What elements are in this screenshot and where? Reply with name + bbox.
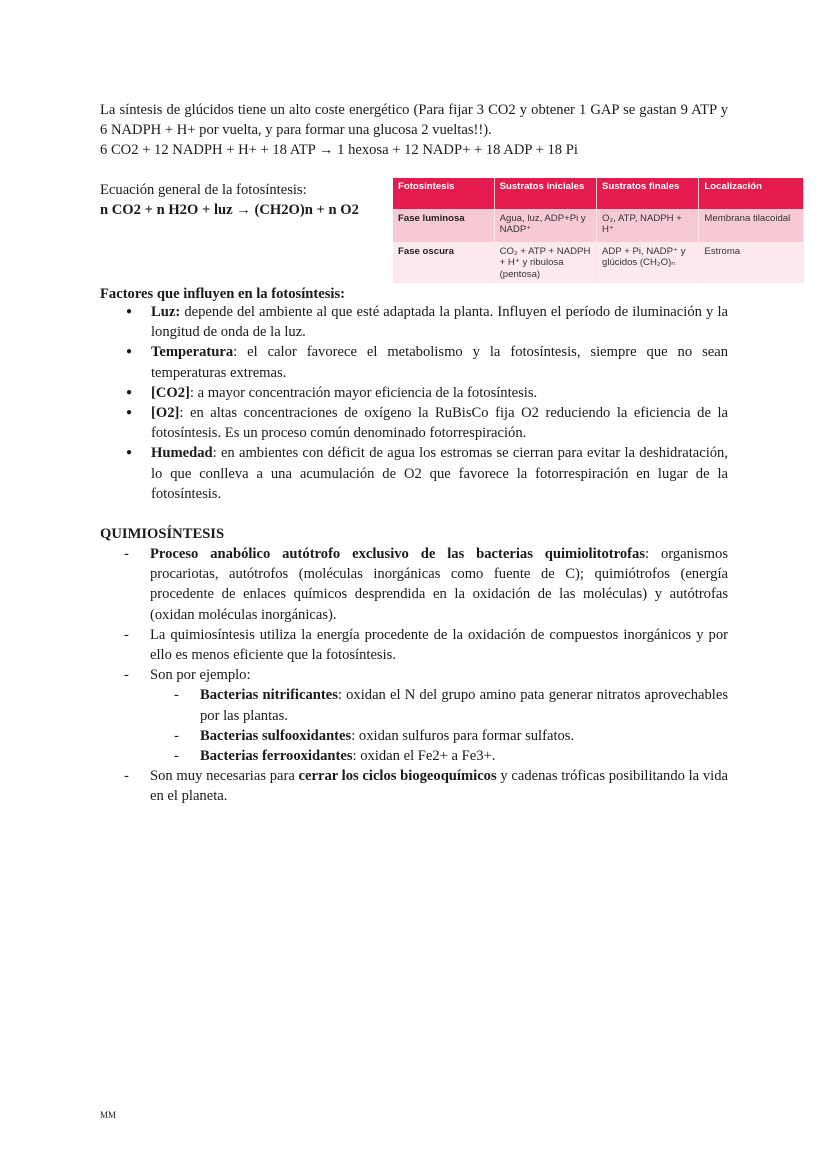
table-cell: Agua, luz, ADP+Pi y NADP⁺ — [494, 209, 596, 242]
table-header: Fotosíntesis — [393, 178, 494, 209]
example-text: : oxidan el Fe2+ a Fe3+. — [352, 748, 496, 765]
table-cell: CO₂ + ATP + NADPH + H⁺ y ribulosa (pentosa) — [494, 242, 596, 284]
example-term: Bacterias sulfooxidantes — [200, 727, 352, 744]
table-cell: ADP + Pi, NADP⁺ y glúcidos (CH₂O)ₙ — [597, 242, 699, 284]
equation-label: Ecuación general de la fotosíntesis: — [100, 182, 307, 198]
list-item — [120, 544, 728, 625]
intro-text: La síntesis de glúcidos tiene un alto coste energético (Para fijar 3 CO2 y obtener 1 GAP se gastan 9 ATP y 6 NADPH + H+ por vuelta, y para formar una glucosa 2 vueltas!!). — [100, 102, 728, 139]
dash-marker: - — [124, 626, 129, 643]
example-term: Bacterias ferrooxidantes — [200, 748, 353, 765]
general-equation — [100, 180, 380, 220]
table-header-row — [393, 178, 804, 209]
dash-marker: - — [124, 667, 129, 684]
table-header: Sustratos finales — [597, 178, 699, 209]
photosynthesis-table — [393, 178, 804, 283]
factor-term: [O2] — [151, 405, 180, 422]
dash-marker: - — [124, 546, 129, 562]
dash-marker: - — [174, 748, 179, 765]
table-header: Localización — [699, 178, 804, 209]
table-row — [393, 242, 804, 284]
factor-term: Luz: — [151, 304, 181, 320]
list-item — [126, 342, 728, 382]
factor-term: Temperatura — [151, 344, 234, 361]
list-item — [126, 403, 728, 443]
quimio-text: Son muy necesarias para — [150, 768, 299, 785]
factor-text: : en ambientes con déficit de agua los estromas se cierran para evitar la deshidratación, lo que conlleva a una acumulación de O2 que favorece la fotorrespiración en lugar de la fotosíntesis. — [151, 445, 728, 502]
list-item — [120, 766, 728, 806]
list-item — [126, 443, 728, 504]
table-cell: Fase luminosa — [393, 209, 494, 242]
quimio-term: cerrar los ciclos biogeoquímicos — [298, 768, 497, 785]
factor-text: : en altas concentraciones de oxígeno la RuBisCo fija O2 reduciendo la eficiencia de la fotosíntesis. Es un proceso común denominado fotorrespiración. — [151, 405, 728, 442]
intro-equation: 6 CO2 + 12 NADPH + H+ + 18 ATP → 1 hexosa + 12 NADP+ + 18 ADP + 18 Pi — [100, 142, 578, 159]
factor-text: : el calor favorece el metabolismo y la fotosíntesis, siempre que no sean temperaturas extremas. — [151, 344, 728, 381]
table-cell: Estroma — [699, 242, 804, 284]
example-text: : oxidan el N del grupo amino pata generar nitratos aprovechables por las plantas. — [200, 687, 728, 724]
dash-marker: - — [124, 768, 129, 785]
bullet-icon: ● — [126, 386, 133, 398]
table-cell: Fase oscura — [393, 242, 494, 284]
list-item — [150, 726, 728, 746]
equation-formula: n CO2 + n H2O + luz → (CH2O)n + n O2 — [100, 202, 359, 219]
table-cell: O₂, ATP, NADPH + H⁺ — [597, 209, 699, 242]
intro-paragraph — [100, 100, 728, 161]
list-item — [126, 302, 728, 342]
list-item — [126, 383, 728, 403]
list-item — [150, 746, 728, 766]
factor-text: : a mayor concentración mayor eficiencia de la fotosíntesis. — [189, 384, 538, 401]
bullet-icon: ● — [126, 407, 133, 419]
dash-marker: - — [174, 727, 179, 744]
list-item — [120, 625, 728, 665]
table-cell: Membrana tilacoidal — [699, 209, 804, 242]
examples-list — [150, 685, 728, 766]
list-item — [120, 665, 728, 766]
table-header: Sustratos iniciales — [494, 178, 596, 209]
quimio-term: Proceso anabólico autótrofo exclusivo de las bacterias quimiolitotrofas — [150, 546, 646, 562]
dash-marker: - — [174, 687, 179, 704]
quimiosintesis-heading: QUIMIOSÍNTESIS — [100, 526, 225, 542]
table-row — [393, 209, 804, 242]
factors-heading: Factores que influyen en la fotosíntesis: — [100, 286, 345, 302]
factor-text: depende del ambiente al que esté adaptada la planta. Influyen el período de iluminación y la longitud de onda de la luz. — [151, 304, 728, 341]
quimio-text: Son por ejemplo: — [150, 667, 251, 684]
bullet-icon: ● — [126, 346, 133, 358]
example-term: Bacterias nitrificantes — [200, 687, 338, 704]
factor-term: Humedad — [151, 445, 213, 462]
factors-list — [126, 302, 728, 504]
quimiosintesis-list — [120, 544, 728, 807]
quimio-text: : organismos procariotas, autótrofos (moléculas inorgánicas como fuente de C); quimiótrofos (energía procedente de enlaces químicos desprendida en la oxidación de las moléculas) y autótrofas (oxidan moléculas inorgánicas). — [150, 546, 728, 623]
quimio-text: La quimiosíntesis utiliza la energía procedente de la oxidación de compuestos inorgánicos y por ello es menos eficiente que la fotosíntesis. — [150, 626, 728, 664]
example-text: : oxidan sulfuros para formar sulfatos. — [351, 727, 575, 744]
list-item — [150, 685, 728, 725]
footer-initials: MM — [100, 1110, 117, 1120]
quimio-text: y cadenas tróficas posibilitando la vida en el planeta. — [150, 768, 728, 805]
factor-term: [CO2] — [151, 384, 190, 401]
bullet-icon: ● — [126, 447, 133, 459]
bullet-icon: ● — [126, 306, 133, 317]
